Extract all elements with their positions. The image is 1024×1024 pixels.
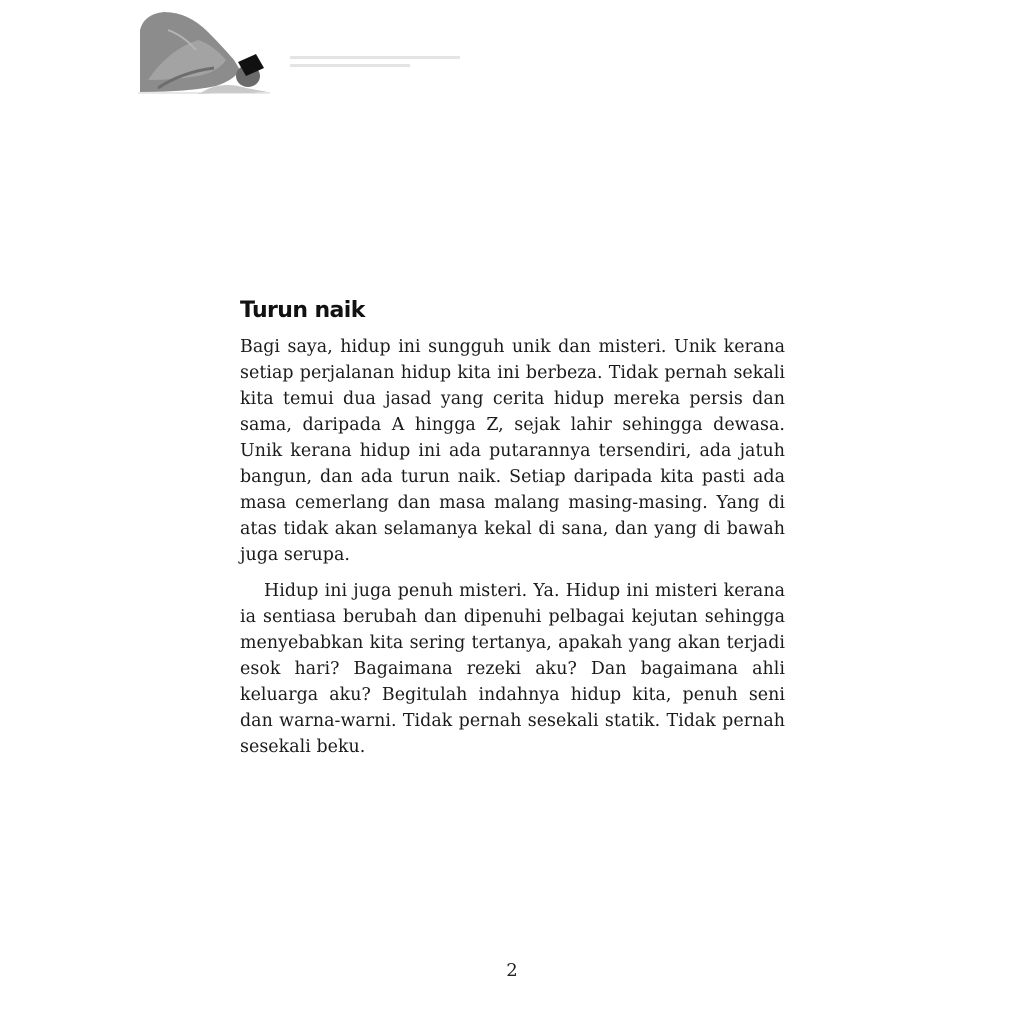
paragraph-2: Hidup ini juga penuh misteri. Ya. Hidup ini misteri kerana ia sentiasa berubah dan dipenuhi pelbagai kejutan sehingga menyebabkan kita sering tertanya, apakah yang akan terjadi esok hari? Bagaimana rezeki aku? Dan bagaimana ahli keluarga aku? Begitulah indahnya hidup kita, penuh seni dan warna-warni. Tidak pernah sesekali statik. Tidak pernah sesekali beku. <box>240 581 785 757</box>
page-number: 2 <box>506 960 518 981</box>
prostrating-man-illustration <box>138 10 270 94</box>
faint-header-caption <box>290 56 465 76</box>
paragraph-1: Bagi saya, hidup ini sungguh unik dan misteri. Unik kerana setiap perjalanan hidup kita ini berbeza. Tidak pernah sekali kita temui dua jasad yang cerita hidup mereka persis dan sama, daripada A hingga Z, sejak lahir sehingga dewasa. Unik kerana hidup ini ada putarannya tersendiri, ada jatuh bangun, dan ada turun naik. Setiap daripada kita pasti ada masa cemerlang dan masa malang masing-masing. Yang di atas tidak akan selamanya kekal di sana, dan yang di bawah juga serupa. <box>240 337 785 565</box>
prostrating-man-icon <box>138 10 270 94</box>
section-content <box>240 296 785 760</box>
section-title: Turun naik <box>240 298 365 323</box>
